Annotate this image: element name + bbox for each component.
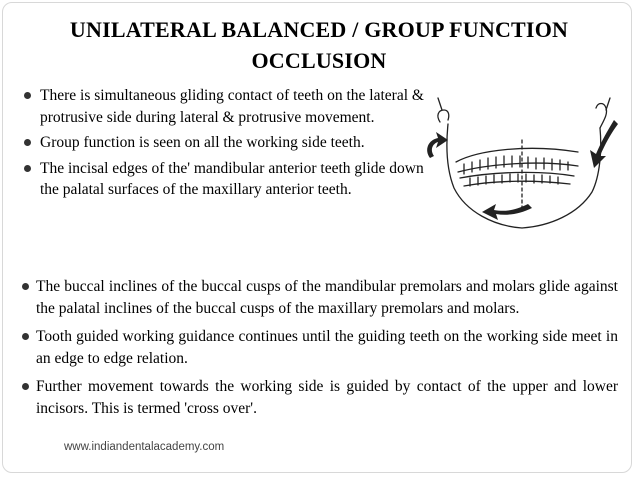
slide-title-line2: OCCLUSION xyxy=(251,48,387,73)
jaw-illustration-icon xyxy=(418,80,626,238)
slide-title-line1: UNILATERAL BALANCED / GROUP FUNCTION xyxy=(69,17,569,42)
bullet-text: Group function is seen on all the working side teeth. xyxy=(40,134,365,151)
bullet-text: The buccal inclines of the buccal cusps of the mandibular premolars and molars glide against the palatal inclines of the buccal cusps of the maxillary premolars and molars. xyxy=(36,278,618,317)
bullet-icon xyxy=(24,92,31,99)
bullet-icon xyxy=(24,165,31,172)
bullet-text: The incisal edges of the' mandibular anterior teeth glide down the palatal surfaces of the maxillary anterior teeth. xyxy=(40,159,424,198)
bullet-icon xyxy=(22,383,29,390)
bullet-icon xyxy=(22,333,29,340)
bullet-text: Further movement towards the working side is guided by contact of the upper and lower incisors. This is termed 'cross over'. xyxy=(36,378,618,417)
bullet-item xyxy=(22,132,432,154)
bullet-text: Tooth guided working guidance continues until the guiding teeth on the working side meet in an edge to edge relation. xyxy=(36,328,618,367)
bullet-icon xyxy=(22,283,29,290)
bullet-item xyxy=(22,158,432,201)
bullet-item xyxy=(22,376,618,420)
footer-url: www.indiandentalacademy.com xyxy=(64,441,225,453)
bullet-icon xyxy=(24,139,31,146)
bullet-item xyxy=(22,326,618,370)
bottom-bullet-list xyxy=(22,276,618,426)
bullet-item xyxy=(22,85,432,128)
bullet-item xyxy=(22,276,618,320)
bullet-text: There is simultaneous gliding contact of teeth on the lateral & protrusive side during lateral & protrusive movement. xyxy=(40,87,424,126)
top-bullet-list xyxy=(22,85,432,205)
